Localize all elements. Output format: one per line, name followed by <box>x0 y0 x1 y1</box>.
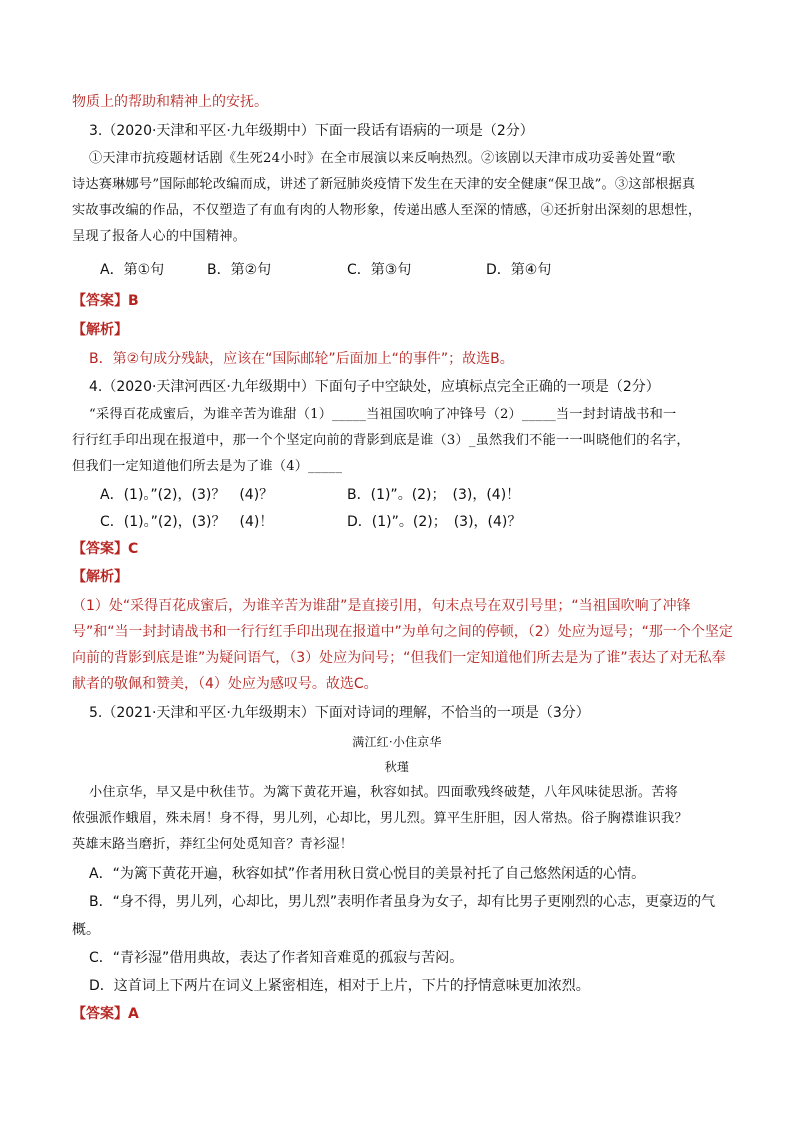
question-3-passage-line: ①天津市抗疫题材话剧《生死24小时》在全市展演以来反响热烈。②该剧以天津市成功妥善处置“歌 <box>89 151 676 166</box>
question-5-option-b: B．“身不得，男儿列，心却比，男儿烈”表明作者虽身为女子，却有比男子更刚烈的心志，更豪迈的气 <box>89 894 716 910</box>
poem-line: 侬强派作蛾眉，殊未屑！身不得，男儿列，心却比，男儿烈。算平生肝胆，因人常热。俗子胸襟谁识我？ <box>72 811 688 826</box>
question-3-option-c: C．第③句 <box>347 262 412 278</box>
question-4-option-d: D．(1)”。(2)； (3)，(4)？ <box>347 514 522 530</box>
question-5-stem: 5.（2021·天津和平区·九年级期末）下面对诗词的理解，不恰当的一项是（3分） <box>89 705 590 721</box>
question-4-analysis-label: 【解析】 <box>72 569 128 585</box>
question-4-analysis-line: 献者的敬佩和赞美，（4）处应为感叹号。故选C。 <box>72 676 378 692</box>
question-4-passage-line: “采得百花成蜜后，为谁辛苦为谁甜（1）_____当祖国吹响了冲锋号（2）_____当一封封请战书和一 <box>89 407 677 422</box>
question-5-option-d: D．这首词上下两片在词义上紧密相连，相对于上片，下片的抒情意味更加浓烈。 <box>89 978 590 994</box>
poem-line: 小住京华，早又是中秋佳节。为篱下黄花开遍，秋容如拭。四面歌残终破楚，八年风味徒思浙。苦将 <box>89 785 679 800</box>
previous-explanation-end: 物质上的帮助和精神上的安抚。 <box>72 94 268 110</box>
poem-title: 满江红·小住京华 <box>352 735 442 749</box>
question-3-answer: 【答案】B <box>72 293 139 309</box>
question-5-option-a: A．“为篱下黄花开遍，秋容如拭”作者用秋日赏心悦目的美景衬托了自己悠然闲适的心情。 <box>89 866 646 882</box>
question-4-answer: 【答案】C <box>72 541 139 557</box>
question-3-passage-line: 实故事改编的作品，不仅塑造了有血有肉的人物形象，传递出感人至深的情感，④还折射出深刻的思想性， <box>72 203 702 218</box>
question-3-passage-line: 诗达赛琳娜号”国际邮轮改编而成，讲述了新冠肺炎疫情下发生在天津的安全健康“保卫战”。③这部根据真 <box>72 177 696 192</box>
question-4-stem: 4.（2020·天津河西区·九年级期中）下面句子中空缺处，应填标点完全正确的一项是（2分） <box>89 379 660 395</box>
question-4-analysis-line: 向前的背影到底是谁”为疑问语气，（3）处应为问号；“但我们一定知道他们所去是为了谁”表达了对无私奉 <box>72 650 726 666</box>
poem-author: 秋瑾 <box>384 760 410 774</box>
question-4-passage-line: 但我们一定知道他们所去是为了谁（4）_____ <box>72 459 343 474</box>
poem-line: 英雄末路当磨折，莽红尘何处觅知音？青衫湿！ <box>72 837 354 852</box>
question-5-option-b-continued: 概。 <box>72 922 100 938</box>
question-4-passage-line: 行行红手印出现在报道中，那一个个坚定向前的背影到底是谁（3）_虽然我们不能一一叫晓他们的名字， <box>72 433 690 448</box>
question-3-option-a: A．第①句 <box>100 262 165 278</box>
question-3-stem: 3.（2020·天津和平区·九年级期中）下面一段话有语病的一项是（2分） <box>89 123 534 139</box>
question-3-passage-line: 呈现了报备人心的中国精神。 <box>72 229 247 244</box>
question-5-answer: 【答案】A <box>72 1006 139 1022</box>
question-3-option-b: B．第②句 <box>207 262 272 278</box>
question-4-option-b: B．(1)”。(2)； (3)，(4)！ <box>347 487 521 503</box>
question-3-analysis-label: 【解析】 <box>72 322 128 338</box>
question-5-option-c: C．“青衫湿”借用典故，表达了作者知音难觅的孤寂与苦闷。 <box>89 950 464 966</box>
question-4-analysis-line: 号”和“当一封封请战书和一行行红手印出现在报道中”为单句之间的停顿，（2）处应为逗号；“那一个个坚定 <box>72 624 733 640</box>
question-4-option-a: A．(1)。”(2)，(3)？ (4)？ <box>100 487 274 503</box>
question-4-option-c: C．(1)。”(2)，(3)？ (4)！ <box>100 514 274 530</box>
question-3-option-d: D．第④句 <box>486 262 552 278</box>
question-4-analysis-line: （1）处“采得百花成蜜后，为谁辛苦为谁甜”是直接引用，句末点号在双引号里；“当祖国吹响了冲锋 <box>72 598 691 614</box>
question-3-analysis: B．第②句成分残缺，应该在“国际邮轮”后面加上“的事件”；故选B。 <box>89 351 514 367</box>
